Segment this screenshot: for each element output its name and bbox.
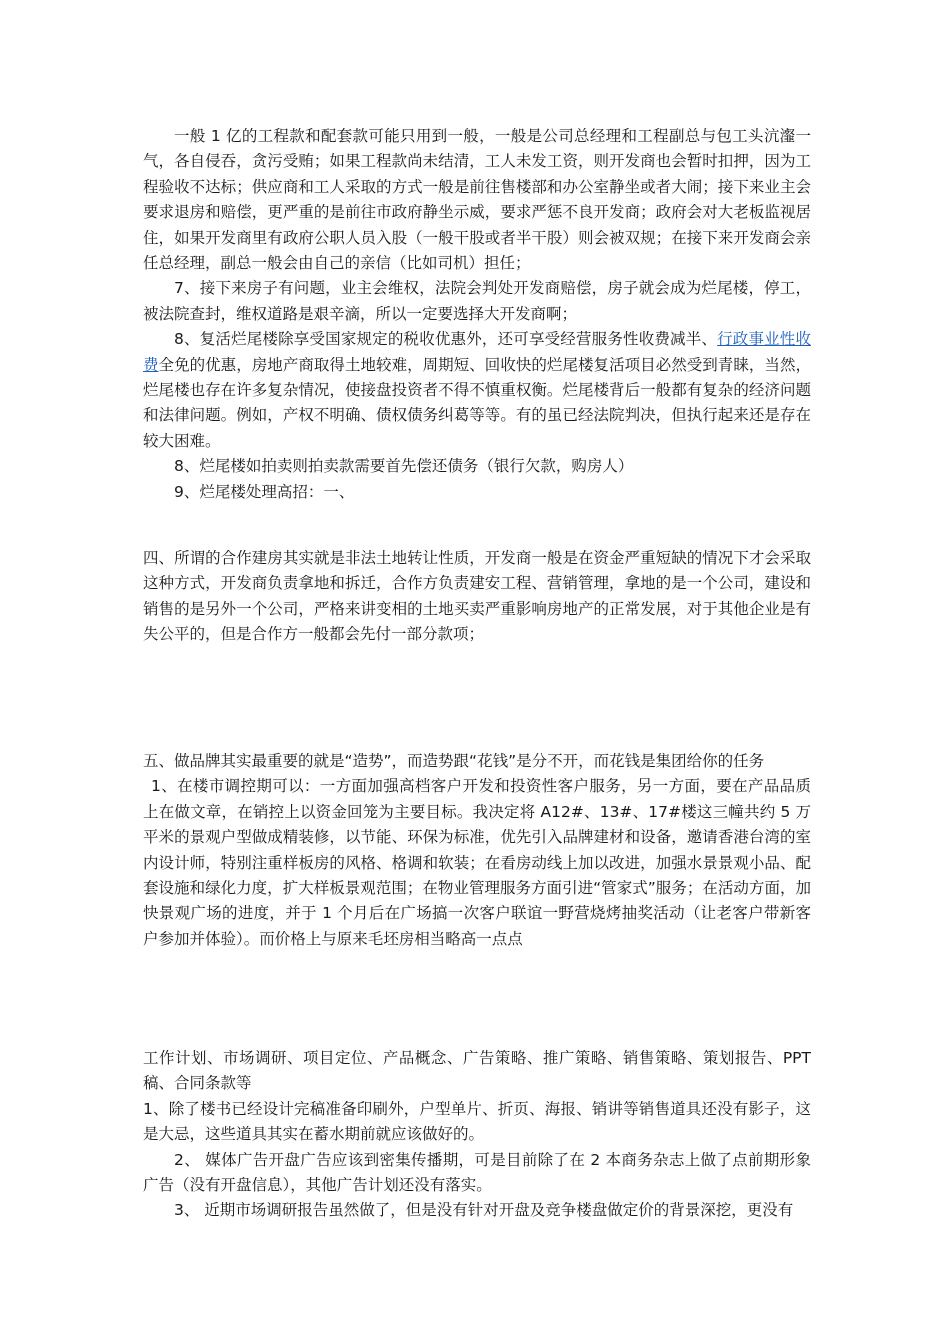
paragraph-item-8-text-before: 8、复活烂尾楼除享受国家规定的税收优惠外，还可享受经营服务性收费减半、 <box>174 330 718 349</box>
section-rotten-building <box>143 124 811 505</box>
section-branding <box>143 749 811 952</box>
paragraph-item-8-revival <box>143 327 811 454</box>
administrative-fees-link[interactable]: 行政事业性收费 <box>143 330 811 374</box>
paragraph-item-8-text-after: 全免的优惠，房地产商取得土地较难，周期短、回收快的烂尾楼复活项目必然受到青睐，当然，烂尾楼也存在许多复杂情况，使接盘投资者不得不慎重权衡。烂尾楼背后一般都有复杂的经济问题和法律问题。例如，产权不明确、债权债务纠葛等等。有的虽已经法院判决，但执行起来还是存在较大困难。 <box>143 355 811 450</box>
paragraph-item-8-auction: 8、烂尾楼如拍卖则拍卖款需要首先偿还债务（银行欠款，购房人） <box>174 457 634 476</box>
paragraph-work-plan-list: 工作计划、市场调研、项目定位、产品概念、广告策略、推广策略、销售策略、策划报告、PPT 稿、合同条款等 <box>143 1049 811 1093</box>
paragraph-embezzlement: 一般 1 亿的工程款和配套款可能只用到一般，一般是公司总经理和工程副总与包工头沆瀣一气，各自侵吞，贪污受贿；如果工程款尚未结清，工人未发工资，则开发商也会暂时扣押，因为工程验收不达标；供应商和工人采取的方式一般是前往售楼部和办公室静坐或者大闹；接下来业主会要求退房和赔偿，更严重的是前往市政府静坐示威，要求严惩不良开发商；政府会对大老板监视居住，如果开发商里有政府公职人员入股（一般干股或者半干股）则会被双规；在接下来开发商会亲任总经理，副总一般会由自己的亲信（比如司机）担任； <box>143 127 811 273</box>
paragraph-work-plan-item-2: 2、 媒体广告开盘广告应该到密集传播期，可是目前除了在 2 本商务杂志上做了点前期形象广告（没有开盘信息），其他广告计划还没有落实。 <box>143 1150 811 1195</box>
section-work-plan <box>143 1046 811 1224</box>
paragraph-section-4: 四、所谓的合作建房其实就是非法土地转让性质，开发商一般是在资金严重短缺的情况下才会采取这种方式，开发商负责拿地和拆迁，合作方负责建安工程、营销管理，拿地的是一个公司，建设和销售的是另外一个公司，严格来讲变相的土地买卖严重影响房地产的正常发展，对于其他企业是有失公平的，但是合作方一般都会先付一部分款项； <box>143 549 811 644</box>
paragraph-work-plan-item-1: 1、除了楼书已经设计完稿准备印刷外，户型单片、折页、海报、销讲等销售道具还没有影子，这是大忌，这些道具其实在蓄水期前就应该做好的。 <box>143 1099 811 1144</box>
paragraph-branding-item-1: 1、在楼市调控期可以：一方面加强高档客户开发和投资性客户服务，另一方面，要在产品品质上在做文章，在销控上以资金回笼为主要目标。我决定将 A12#、13#、17#楼这三幢共约 5 万平米的景观户型做成精装修，以节能、环保为标准，优先引入品牌建材和设备，邀请香港台湾的室内设计师，特别注重样板房的风格、格调和软装；在看房动线上加以改进，加强水景景观小品、配套设施和绿化力度，扩大样板景观范围；在物业管理服务方面引进“管家式”服务；在活动方面，加快景观广场的进度，并于 1 个月后在广场搞一次客户联谊一野营烧烤抽奖活动（让老客户带新客户参加并体验）。而价格上与原来毛坯房相当略高一点点 <box>143 777 811 948</box>
paragraph-item-7: 7、接下来房子有问题，业主会维权，法院会判处开发商赔偿，房子就会成为烂尾楼，停工，被法院查封，维权道路是艰辛滴，所以一定要选择大开发商啊； <box>143 279 811 323</box>
paragraph-section-5: 五、做品牌其实最重要的就是“造势”，而造势跟“花钱”是分不开，而花钱是集团给你的任务 <box>143 752 765 770</box>
section-cooperative-building <box>143 546 811 648</box>
paragraph-work-plan-item-3: 3、 近期市场调研报告虽然做了，但是没有针对开盘及竞争楼盘做定价的背景深挖，更没有 <box>174 1201 794 1220</box>
paragraph-item-9: 9、烂尾楼处理高招：一、 <box>174 482 355 501</box>
